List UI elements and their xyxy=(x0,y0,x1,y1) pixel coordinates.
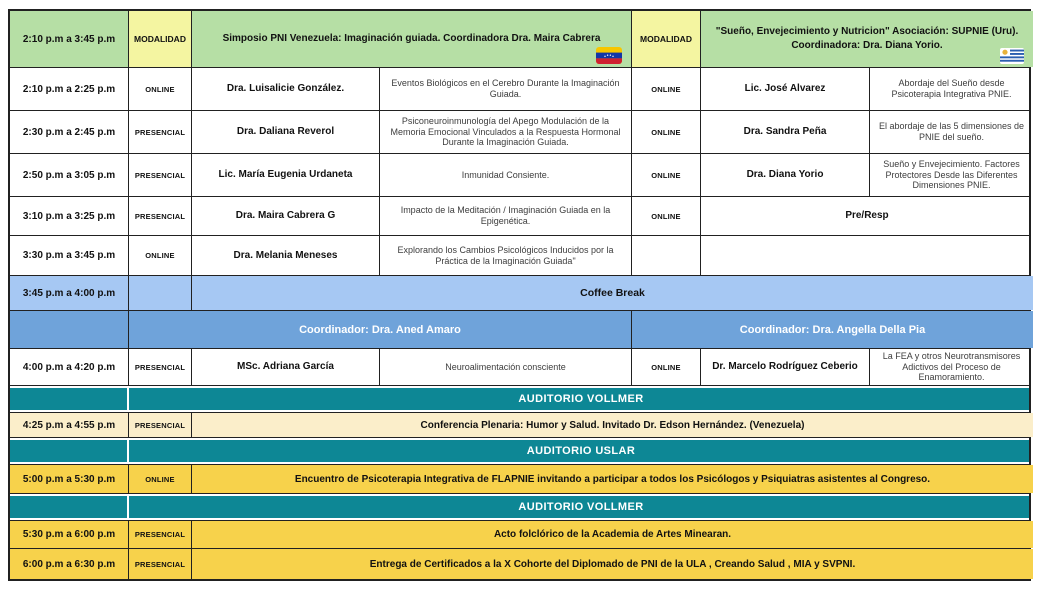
session-time: 4:25 p.m a 4:55 p.m xyxy=(10,413,129,437)
event-label: Acto folclórico de la Academia de Artes Minearan. xyxy=(192,521,1033,548)
session-modality: PRESENCIAL xyxy=(129,111,192,153)
auditorium-label: AUDITORIO VOLLMER xyxy=(518,393,644,405)
session-row xyxy=(10,154,1029,197)
event-label: Encuentro de Psicoterapia Integrativa de FLAPNIE invitando a participar a todos los Psicólogos y Psiquiatras asistentes al Congreso. xyxy=(192,465,1033,493)
auditorium-label: AUDITORIO VOLLMER xyxy=(518,501,644,513)
coordinators-row xyxy=(10,311,1029,349)
auditorium-label: AUDITORIO USLAR xyxy=(526,445,636,457)
modalidad-header-right: MODALIDAD xyxy=(632,11,701,67)
session-speaker: Dr. Marcelo Rodríguez Ceberio xyxy=(701,349,870,385)
session-topic: Eventos Biológicos en el Cerebro Durante la Imaginación Guiada. xyxy=(380,68,632,110)
session-row xyxy=(10,68,1029,111)
coordinator-right: Coordinador: Dra. Angella Della Pia xyxy=(632,311,1033,348)
session-speaker: Lic. José Alvarez xyxy=(701,68,870,110)
auditorium-band xyxy=(10,386,1029,412)
auditorium-band xyxy=(10,494,1029,520)
session-time: 2:30 p.m a 2:45 p.m xyxy=(10,111,129,153)
session-modality: ONLINE xyxy=(632,111,701,153)
schedule-table xyxy=(8,9,1031,581)
event-row xyxy=(10,464,1029,494)
session-modality: PRESENCIAL xyxy=(129,349,192,385)
session-merged-cell xyxy=(701,236,1033,275)
session-modality: PRESENCIAL xyxy=(129,521,192,548)
session-topic: Sueño y Envejecimiento. Factores Protectores Desde las Diferentes Dimensiones PNIE. xyxy=(883,158,1020,191)
band-empty-cell xyxy=(10,440,129,462)
header-time-range: 2:10 p.m a 3:45 p.m xyxy=(10,11,129,67)
session-topic: Abordaje del Sueño desde Psicoterapia Integrativa PNIE. xyxy=(891,78,1012,99)
session-time: 5:30 p.m a 6:00 p.m xyxy=(10,521,129,548)
modalidad-header-left: MODALIDAD xyxy=(129,11,192,67)
event-row xyxy=(10,520,1029,549)
symposium-left-title xyxy=(192,11,632,67)
plenary-label: Conferencia Plenaria: Humor y Salud. Invitado Dr. Edson Hernández. (Venezuela) xyxy=(192,413,1033,437)
session-speaker: MSc. Adriana García xyxy=(192,349,380,385)
session-time: 6:00 p.m a 6:30 p.m xyxy=(10,549,129,579)
venezuela-flag-icon xyxy=(596,47,622,64)
symposium-right-title-text: "Sueño, Envejecimiento y Nutricion" Asociación: SUPNIE (Uru). Coordinadora: Dra. Diana Yorio. xyxy=(715,26,1019,51)
session-time: 5:00 p.m a 5:30 p.m xyxy=(10,465,129,493)
coordinator-left: Coordinador: Dra. Aned Amaro xyxy=(129,311,632,348)
coffee-break-time: 3:45 p.m a 4:00 p.m xyxy=(10,276,129,310)
session-speaker: Dra. Daliana Reverol xyxy=(192,111,380,153)
session-row xyxy=(10,111,1029,154)
band-empty-cell xyxy=(10,388,129,410)
session-modality: ONLINE xyxy=(632,68,701,110)
session-modality: PRESENCIAL xyxy=(129,154,192,196)
plenary-row xyxy=(10,412,1029,438)
session-time: 4:00 p.m a 4:20 p.m xyxy=(10,349,129,385)
session-row xyxy=(10,197,1029,236)
session-topic: Impacto de la Meditación / Imaginación Guiada en la Epigenética. xyxy=(380,197,632,235)
session-speaker: Lic. María Eugenia Urdaneta xyxy=(192,154,380,196)
event-row xyxy=(10,549,1029,579)
session-modality: ONLINE xyxy=(129,236,192,275)
session-modality: PRESENCIAL xyxy=(129,413,192,437)
header-row xyxy=(10,11,1029,68)
session-topic: Neuroalimentación consciente xyxy=(380,349,632,385)
session-topic: Explorando los Cambios Psicológicos Inducidos por la Práctica de la Imaginación Guiada" xyxy=(380,236,632,275)
uruguay-flag-icon xyxy=(1000,48,1024,64)
auditorium-band xyxy=(10,438,1029,464)
session-row xyxy=(10,349,1029,386)
session-modality: ONLINE xyxy=(129,68,192,110)
coffee-break-label: Coffee Break xyxy=(192,276,1033,310)
symposium-right-title xyxy=(701,11,1033,67)
coffee-break-empty-cell xyxy=(129,276,192,310)
session-speaker: Dra. Diana Yorio xyxy=(701,154,870,196)
coordinator-empty-cell xyxy=(10,311,129,348)
band-empty-cell xyxy=(10,496,129,518)
session-merged-cell: Pre/Resp xyxy=(845,210,889,221)
session-topic: Inmunidad Consiente. xyxy=(380,154,632,196)
session-topic: El abordaje de las 5 dimensiones de PNIE del sueño. xyxy=(878,121,1025,142)
event-label: Entrega de Certificados a la X Cohorte del Diplomado de PNI de la ULA , Creando Salud , MIA y SVPNI. xyxy=(192,549,1033,579)
session-modality: ONLINE xyxy=(632,349,701,385)
session-time: 2:50 p.m a 3:05 p.m xyxy=(10,154,129,196)
session-time: 2:10 p.m a 2:25 p.m xyxy=(10,68,129,110)
symposium-left-title-text: Simposio PNI Venezuela: Imaginación guiada. Coordinadora Dra. Maira Cabrera xyxy=(222,33,601,44)
session-topic: La FEA y otros Neurotransmisores Adictivos del Proceso de Enamoramiento. xyxy=(882,350,1021,383)
session-topic: Psiconeuroinmunología del Apego Modulación de la Memoria Emocional Vinculados a la Respuesta Hormonal Durante la Imaginación Guiada. xyxy=(380,111,632,153)
session-modality xyxy=(632,236,701,275)
session-speaker: Dra. Sandra Peña xyxy=(701,111,870,153)
session-time: 3:30 p.m a 3:45 p.m xyxy=(10,236,129,275)
session-speaker: Dra. Maira Cabrera G xyxy=(192,197,380,235)
session-speaker: Dra. Melania Meneses xyxy=(192,236,380,275)
session-speaker: Dra. Luisalicie González. xyxy=(192,68,380,110)
session-modality: PRESENCIAL xyxy=(129,197,192,235)
coffee-break-row xyxy=(10,276,1029,311)
session-modality: ONLINE xyxy=(632,154,701,196)
session-row xyxy=(10,236,1029,276)
session-time: 3:10 p.m a 3:25 p.m xyxy=(10,197,129,235)
session-modality: ONLINE xyxy=(129,465,192,493)
session-modality: PRESENCIAL xyxy=(129,549,192,579)
session-modality: ONLINE xyxy=(632,197,701,235)
